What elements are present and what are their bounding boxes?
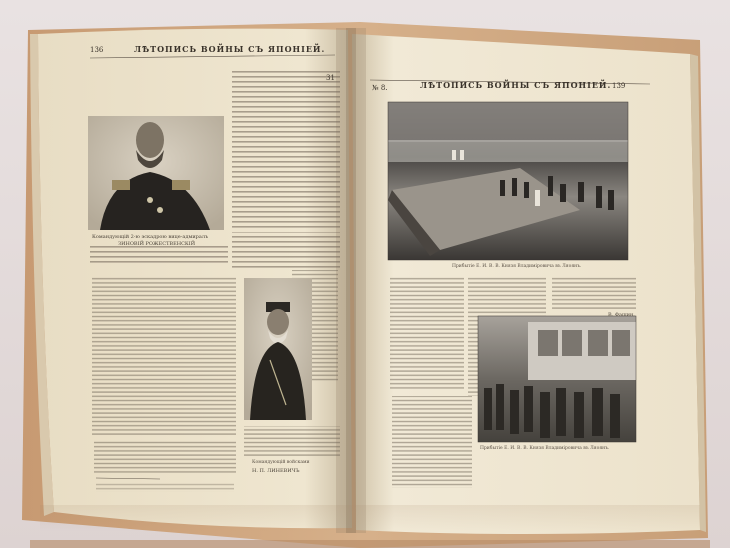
article-author: В. Фашин.: [608, 312, 635, 318]
photo-arrival-top: [388, 102, 628, 260]
left-page-number: 136: [90, 46, 104, 54]
left-page-corner-mark: 31: [326, 74, 335, 82]
left-page-header: ЛѢТОПИСЬ ВОЙНЫ СЪ ЯПОНІЕЙ.: [134, 44, 326, 54]
right-page-issue: № 8.: [372, 84, 388, 92]
photo-bottom-caption: Прибытіе Е. И. В. В. Князя Владиміровича въ Ляоянъ.: [480, 446, 610, 451]
portrait-bottom-caption-line2: Н. П. ЛИНЕВИЧЪ: [252, 468, 300, 474]
right-page-number: 139: [612, 82, 626, 90]
right-page-header: ЛѢТОПИСЬ ВОЙНЫ СЪ ЯПОНІЕЙ.: [420, 80, 612, 90]
portrait-top-caption-line1: Командующій 2-ю эскадрою вице-адмиралъ: [92, 234, 209, 240]
photo-arrival-bottom: [478, 316, 636, 442]
portrait-top-caption-line2: ЗИНОВІЙ РОЖЕСТВЕНСКІЙ: [118, 241, 196, 247]
portrait-bottom-caption-line1: Командующій войсками: [252, 460, 310, 465]
photo-top-caption: Прибытіе Е. И. В. В. Князя Владиміровича въ Ляоянъ.: [452, 264, 582, 269]
